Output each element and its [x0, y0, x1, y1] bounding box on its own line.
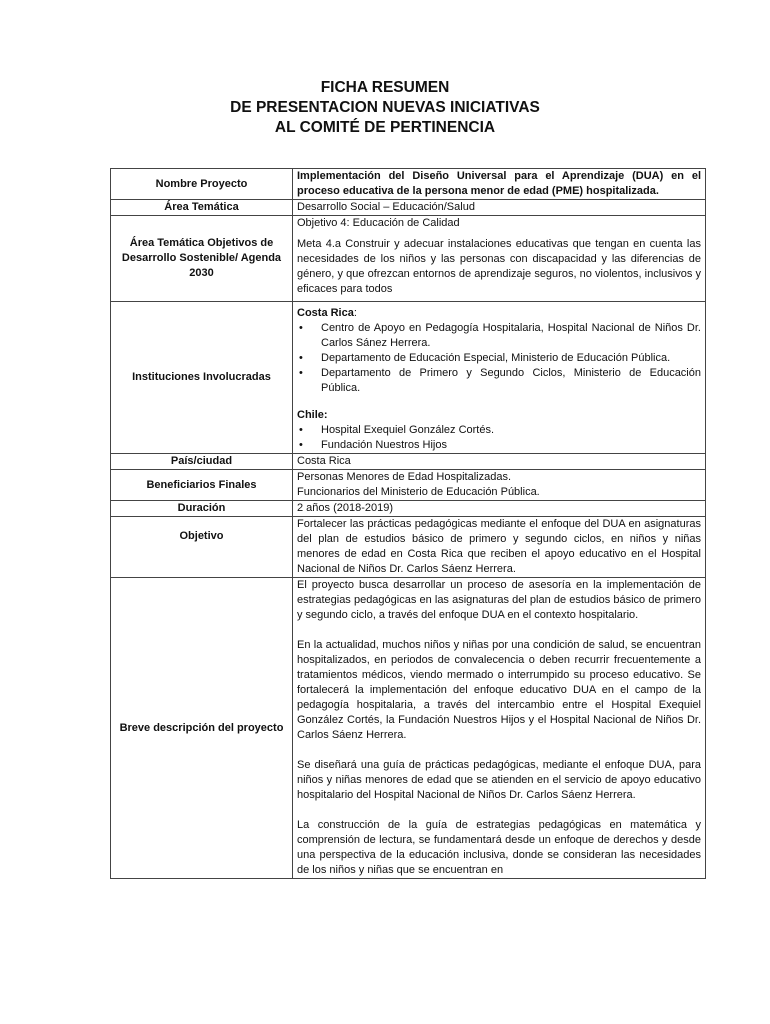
value-duracion: 2 años (2018-2019) [293, 501, 706, 517]
row-objetivo [111, 517, 706, 578]
label-pais: País/ciudad [111, 454, 293, 470]
descripcion-p1: El proyecto busca desarrollar un proceso de asesoría en la implementación de estrategias pedagógicas en las asignaturas del plan de estudios básico de primero y segundo ciclo, a través del enfoque DUA en el contexto hospitalario. [297, 579, 701, 621]
row-duracion [111, 501, 706, 517]
ods-meta: Meta 4.a Construir y adecuar instalaciones educativas que tengan en cuenta las necesidades de los niños y las personas con discapacidad y las diferencias de género, y que ofrezcan entornos de aprendizaje seguros, no violentos, inclusivos y eficaces para todos [297, 238, 701, 295]
value-descripcion [293, 578, 706, 879]
chile-list [297, 423, 701, 453]
row-area-tematica [111, 200, 706, 216]
label-descripcion: Breve descripción del proyecto [111, 578, 293, 879]
costa-rica-heading: Costa Rica [297, 307, 354, 319]
chile-heading: Chile: [297, 409, 328, 421]
title-line-2: DE PRESENTACION NUEVAS INICIATIVAS [230, 99, 540, 116]
label-instituciones: Instituciones Involucradas [111, 302, 293, 454]
beneficiario-2: Funcionarios del Ministerio de Educación Pública. [297, 486, 540, 498]
row-pais [111, 454, 706, 470]
row-descripcion [111, 578, 706, 879]
list-item: • Departamento de Educación Especial, Ministerio de Educación Pública. [321, 351, 701, 366]
label-objetivo: Objetivo [111, 517, 293, 578]
document-title [0, 78, 770, 138]
value-instituciones [293, 302, 706, 454]
label-area-tematica: Área Temática [111, 200, 293, 216]
row-ods [111, 216, 706, 302]
label-duracion: Duración [111, 501, 293, 517]
list-item: • Hospital Exequiel González Cortés. [321, 423, 701, 438]
costa-rica-colon: : [353, 307, 357, 319]
costa-rica-list [297, 321, 701, 396]
descripcion-p2: En la actualidad, muchos niños y niñas por una condición de salud, se encuentran hospitalizados, en periodos de convalecencia o deben recurrir frecuentemente a tratamientos médicos, viendo mermado o interrumpido su proceso educativo. Se fortalecerá la implementación del enfoque educativo DUA en el campo de la pedagogía hospitalaria, a través del intercambio entre el Hospital Exequiel González Cortés, la Fundación Nuestros Hijos y el Hospital Nacional de Niños Dr. Carlos Sáenz Herrera. [297, 639, 701, 741]
list-item: • Centro de Apoyo en Pedagogía Hospitalaria, Hospital Nacional de Niños Dr. Carlos Sánez Herrera. [321, 321, 701, 351]
label-ods: Área Temática Objetivos de Desarrollo Sostenible/ Agenda 2030 [111, 216, 293, 302]
value-nombre-proyecto: Implementación del Diseño Universal para el Aprendizaje (DUA) en el proceso educativa de la persona menor de edad (PME) hospitalizada. [293, 169, 706, 200]
value-pais: Costa Rica [293, 454, 706, 470]
row-beneficiarios [111, 470, 706, 501]
descripcion-p3: Se diseñará una guía de prácticas pedagógicas, mediante el enfoque DUA, para niños y niñas menores de edad que se atienden en el servicio de apoyo educativo hospitalario del Hospital Nacional de Niños Dr. Carlos Sáenz Herrera. [297, 759, 701, 801]
value-area-tematica: Desarrollo Social – Educación/Salud [293, 200, 706, 216]
label-beneficiarios: Beneficiarios Finales [111, 470, 293, 501]
ods-objetivo: Objetivo 4: Educación de Calidad [297, 217, 460, 229]
row-instituciones [111, 302, 706, 454]
list-item: • Fundación Nuestros Hijos [321, 438, 701, 453]
summary-table [110, 168, 706, 879]
beneficiario-1: Personas Menores de Edad Hospitalizadas. [297, 471, 512, 483]
value-objetivo: Fortalecer las prácticas pedagógicas mediante el enfoque del DUA en asignaturas del plan de estudios básico de primero y segundo ciclos, en niños y niñas menores de edad en Costa Rica que reciben el apoyo educativo en el Hospital Nacional de Niños Dr. Carlos Sáenz Herrera. [293, 517, 706, 578]
value-ods [293, 216, 706, 302]
row-nombre-proyecto [111, 169, 706, 200]
title-line-3: AL COMITÉ DE PERTINENCIA [274, 119, 496, 136]
title-line-1: FICHA RESUMEN [320, 79, 450, 96]
label-nombre-proyecto: Nombre Proyecto [111, 169, 293, 200]
list-item: • Departamento de Primero y Segundo Ciclos, Ministerio de Educación Pública. [321, 366, 701, 396]
descripcion-p4: La construcción de la guía de estrategias pedagógicas en matemática y comprensión de lectura, se fundamentará desde un enfoque de derechos y desde una perspectiva de la educación inclusiva, donde se consideran las necesidades de los niños y niñas que se encuentran en [297, 819, 701, 876]
value-beneficiarios [293, 470, 706, 501]
